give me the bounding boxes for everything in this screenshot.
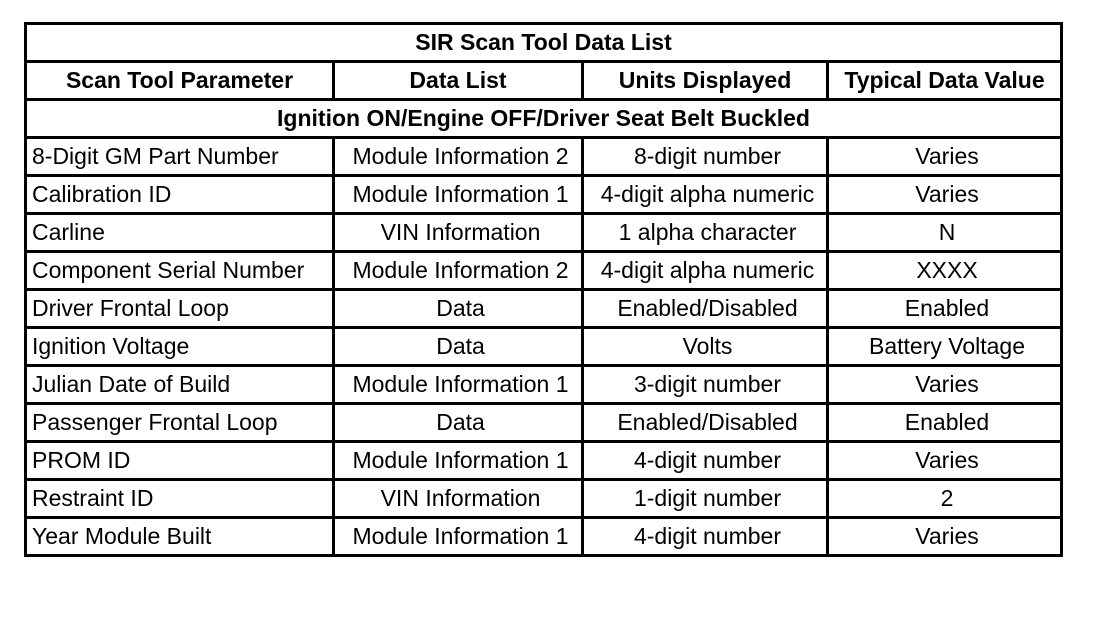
table-row	[26, 176, 1062, 214]
cell-data-list: Module Information 1	[334, 442, 583, 480]
cell-units: Enabled/Disabled	[583, 290, 828, 328]
cell-typical-value: Varies	[828, 176, 1062, 214]
cell-parameter: Passenger Frontal Loop	[26, 404, 334, 442]
cell-parameter: Restraint ID	[26, 480, 334, 518]
cell-typical-value: Enabled	[828, 404, 1062, 442]
cell-units: 1-digit number	[583, 480, 828, 518]
cell-units: Volts	[583, 328, 828, 366]
sir-data-list-table	[24, 22, 1063, 557]
header-scan-tool-parameter: Scan Tool Parameter	[26, 62, 334, 100]
cell-typical-value: Varies	[828, 518, 1062, 556]
title-row	[26, 24, 1062, 62]
header-typical-data-value: Typical Data Value	[828, 62, 1062, 100]
cell-units: 1 alpha character	[583, 214, 828, 252]
table-row	[26, 442, 1062, 480]
cell-units: Enabled/Disabled	[583, 404, 828, 442]
cell-parameter: Carline	[26, 214, 334, 252]
cell-data-list: Module Information 2	[334, 138, 583, 176]
cell-typical-value: Varies	[828, 366, 1062, 404]
table-row	[26, 252, 1062, 290]
header-units-displayed: Units Displayed	[583, 62, 828, 100]
section-row	[26, 100, 1062, 138]
cell-parameter: Year Module Built	[26, 518, 334, 556]
cell-parameter: Ignition Voltage	[26, 328, 334, 366]
cell-parameter: 8-Digit GM Part Number	[26, 138, 334, 176]
cell-data-list: Module Information 2	[334, 252, 583, 290]
table-row	[26, 290, 1062, 328]
cell-data-list: Data	[334, 290, 583, 328]
cell-typical-value: Varies	[828, 442, 1062, 480]
cell-units: 4-digit number	[583, 442, 828, 480]
cell-data-list: Module Information 1	[334, 366, 583, 404]
table-row	[26, 518, 1062, 556]
header-data-list: Data List	[334, 62, 583, 100]
cell-parameter: Driver Frontal Loop	[26, 290, 334, 328]
cell-typical-value: Enabled	[828, 290, 1062, 328]
table-title: SIR Scan Tool Data List	[26, 24, 1062, 62]
cell-data-list: Module Information 1	[334, 518, 583, 556]
cell-data-list: VIN Information	[334, 480, 583, 518]
table-row	[26, 366, 1062, 404]
table-row	[26, 404, 1062, 442]
cell-units: 8-digit number	[583, 138, 828, 176]
cell-units: 4-digit number	[583, 518, 828, 556]
cell-units: 4-digit alpha numeric	[583, 176, 828, 214]
cell-typical-value: Varies	[828, 138, 1062, 176]
table-row	[26, 138, 1062, 176]
cell-data-list: Data	[334, 328, 583, 366]
cell-parameter: Calibration ID	[26, 176, 334, 214]
cell-typical-value: XXXX	[828, 252, 1062, 290]
table-row	[26, 480, 1062, 518]
cell-typical-value: N	[828, 214, 1062, 252]
cell-parameter: Julian Date of Build	[26, 366, 334, 404]
cell-units: 3-digit number	[583, 366, 828, 404]
cell-typical-value: Battery Voltage	[828, 328, 1062, 366]
cell-data-list: Data	[334, 404, 583, 442]
cell-parameter: Component Serial Number	[26, 252, 334, 290]
cell-typical-value: 2	[828, 480, 1062, 518]
cell-data-list: VIN Information	[334, 214, 583, 252]
header-row	[26, 62, 1062, 100]
table-row	[26, 328, 1062, 366]
cell-parameter: PROM ID	[26, 442, 334, 480]
section-label: Ignition ON/Engine OFF/Driver Seat Belt Buckled	[26, 100, 1062, 138]
cell-data-list: Module Information 1	[334, 176, 583, 214]
cell-units: 4-digit alpha numeric	[583, 252, 828, 290]
table-row	[26, 214, 1062, 252]
